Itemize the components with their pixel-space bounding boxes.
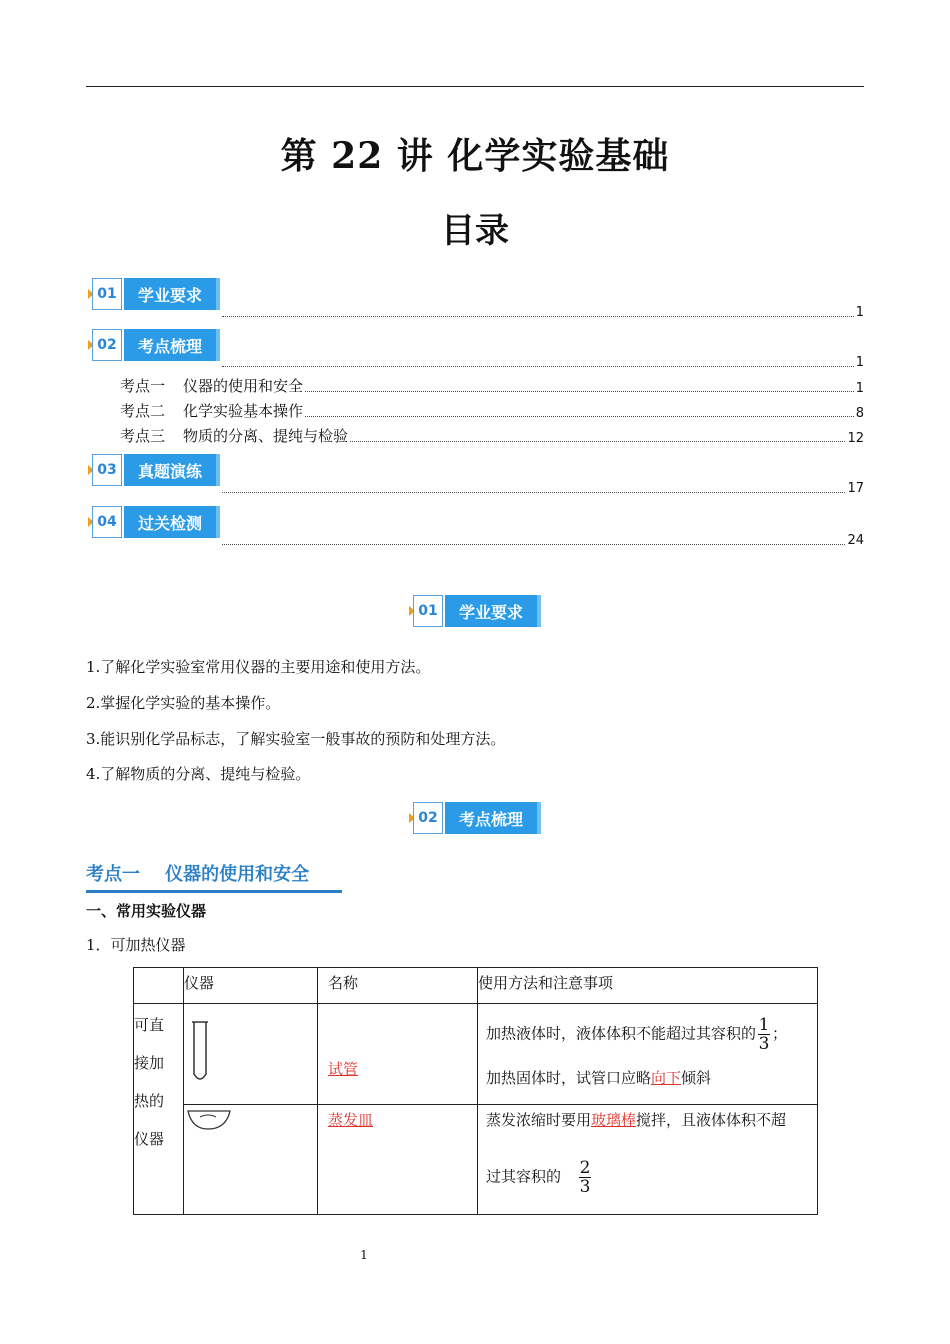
badge-label: 考点梳理: [124, 329, 216, 361]
badge-label: 学业要求: [124, 278, 216, 310]
note-text: 过其容积的: [486, 1167, 562, 1186]
badge-label: 学业要求: [445, 595, 537, 627]
toc-entry-02[interactable]: [222, 354, 864, 370]
highlight-text: 向下: [651, 1069, 682, 1087]
evaporating-dish-icon: [186, 1107, 236, 1133]
requirement-item: 4.了解物质的分离、提纯与检验。: [86, 765, 311, 783]
toc-badge-03[interactable]: [88, 453, 220, 489]
toc-badge-04[interactable]: [88, 505, 220, 541]
toc-sub-key: 考点三: [120, 427, 166, 445]
badge-label: 过关检测: [124, 506, 216, 538]
toc-badge-01[interactable]: [88, 277, 220, 313]
category-cell: [134, 1004, 184, 1215]
note-text: ；: [772, 1024, 788, 1043]
toc-page: 1: [855, 355, 864, 370]
leader-dots: [222, 366, 854, 367]
notes-cell: [478, 1105, 818, 1215]
badge-label: 考点梳理: [445, 802, 537, 834]
leader-dots: [222, 492, 845, 493]
toc-sub-key: 考点二: [120, 402, 166, 420]
note-text: 蒸发浓缩时要用: [486, 1111, 592, 1129]
badge-number: 02: [92, 329, 122, 361]
badge-number: 03: [92, 454, 122, 486]
frac-num: 1: [758, 1015, 770, 1035]
note-text: 倾斜: [681, 1069, 712, 1087]
badge-label: 真题演练: [124, 454, 216, 486]
note-text: 加热液体时，液体体积不能超过其容积的: [486, 1024, 757, 1043]
name-cell: [318, 1004, 478, 1105]
badge-number: 01: [413, 595, 443, 627]
toc-entry-04[interactable]: [222, 532, 864, 548]
note-text: 加热固体时，试管口应略: [486, 1069, 652, 1087]
category-line: 仪器: [134, 1130, 165, 1148]
frac-den: 3: [579, 1177, 591, 1197]
toc-badge-02[interactable]: [88, 328, 220, 364]
requirement-item: 3.能识别化学品标志，了解实验室一般事故的预防和处理方法。: [86, 730, 506, 748]
toc-sub-text: 仪器的使用和安全: [183, 377, 304, 395]
toc-subitem-3[interactable]: [120, 426, 864, 446]
notes-cell: [478, 1004, 818, 1105]
table-row: [134, 1004, 818, 1105]
section-underline: [86, 890, 342, 893]
toc-page: 1: [855, 381, 864, 396]
instrument-image-cell: [184, 1105, 318, 1215]
leader-dots: [305, 416, 854, 417]
instrument-name: 蒸发皿: [328, 1111, 374, 1129]
section-title: 考点一 仪器的使用和安全: [86, 864, 310, 885]
section-badge-01: [409, 594, 541, 630]
badge-number: 02: [413, 802, 443, 834]
table-header: 使用方法和注意事项: [478, 968, 818, 1004]
subheading: 一、常用实验仪器: [86, 902, 207, 920]
leader-dots: [350, 441, 845, 442]
toc-sub-key: 考点一: [120, 377, 166, 395]
instrument-name: 试管: [328, 1060, 359, 1078]
toc-entry-03[interactable]: [222, 480, 864, 496]
toc-page: 8: [855, 406, 864, 421]
badge-number: 01: [92, 278, 122, 310]
fraction: [758, 1016, 770, 1053]
document-title: 第 22 讲 化学实验基础: [280, 135, 670, 177]
instrument-image-cell: [184, 1004, 318, 1105]
toc-page: 24: [847, 533, 864, 548]
table-row: [134, 1105, 818, 1215]
toc-page: 17: [847, 481, 864, 496]
toc-page: 1: [855, 305, 864, 320]
note-text: 搅拌，且液体体积不超: [636, 1111, 787, 1129]
requirement-item: 2.掌握化学实验的基本操作。: [86, 694, 281, 712]
table-header: [134, 968, 184, 1004]
leader-dots: [222, 316, 854, 317]
toc-sub-text: 物质的分离、提纯与检验: [183, 427, 349, 445]
name-cell: [318, 1105, 478, 1215]
instrument-table: [133, 967, 818, 1215]
section-badge-02: [409, 801, 541, 837]
fraction: [579, 1159, 591, 1196]
toc-subitem-2[interactable]: [120, 401, 864, 421]
highlight-text: 玻璃棒: [591, 1111, 637, 1129]
table-header-row: [134, 968, 818, 1004]
category-line: 可直: [134, 1016, 165, 1034]
category-line: 热的: [134, 1092, 165, 1110]
note-line: [486, 1109, 817, 1131]
badge-number: 04: [92, 506, 122, 538]
table-header: 仪器: [184, 968, 318, 1004]
toc-subitem-1[interactable]: [120, 376, 864, 396]
toc-heading: 目录: [441, 211, 509, 251]
leader-dots: [222, 544, 845, 545]
frac-den: 3: [758, 1034, 770, 1054]
table-header: 名称: [318, 968, 478, 1004]
note-line: [486, 1159, 817, 1196]
toc-sub-text: 化学实验基本操作: [183, 402, 304, 420]
page-number: 1: [360, 1248, 368, 1262]
note-line: [486, 1016, 817, 1053]
category-line: 接加: [134, 1054, 165, 1072]
toc-entry-01[interactable]: [222, 304, 864, 320]
subsubheading: 1．可加热仪器: [86, 936, 186, 954]
header-rule: [86, 86, 864, 87]
test-tube-icon: [186, 1018, 226, 1084]
toc-page: 12: [847, 431, 864, 446]
leader-dots: [305, 391, 854, 392]
frac-num: 2: [579, 1158, 591, 1178]
note-line: [486, 1067, 817, 1089]
requirement-item: 1.了解化学实验室常用仪器的主要用途和使用方法。: [86, 658, 431, 676]
